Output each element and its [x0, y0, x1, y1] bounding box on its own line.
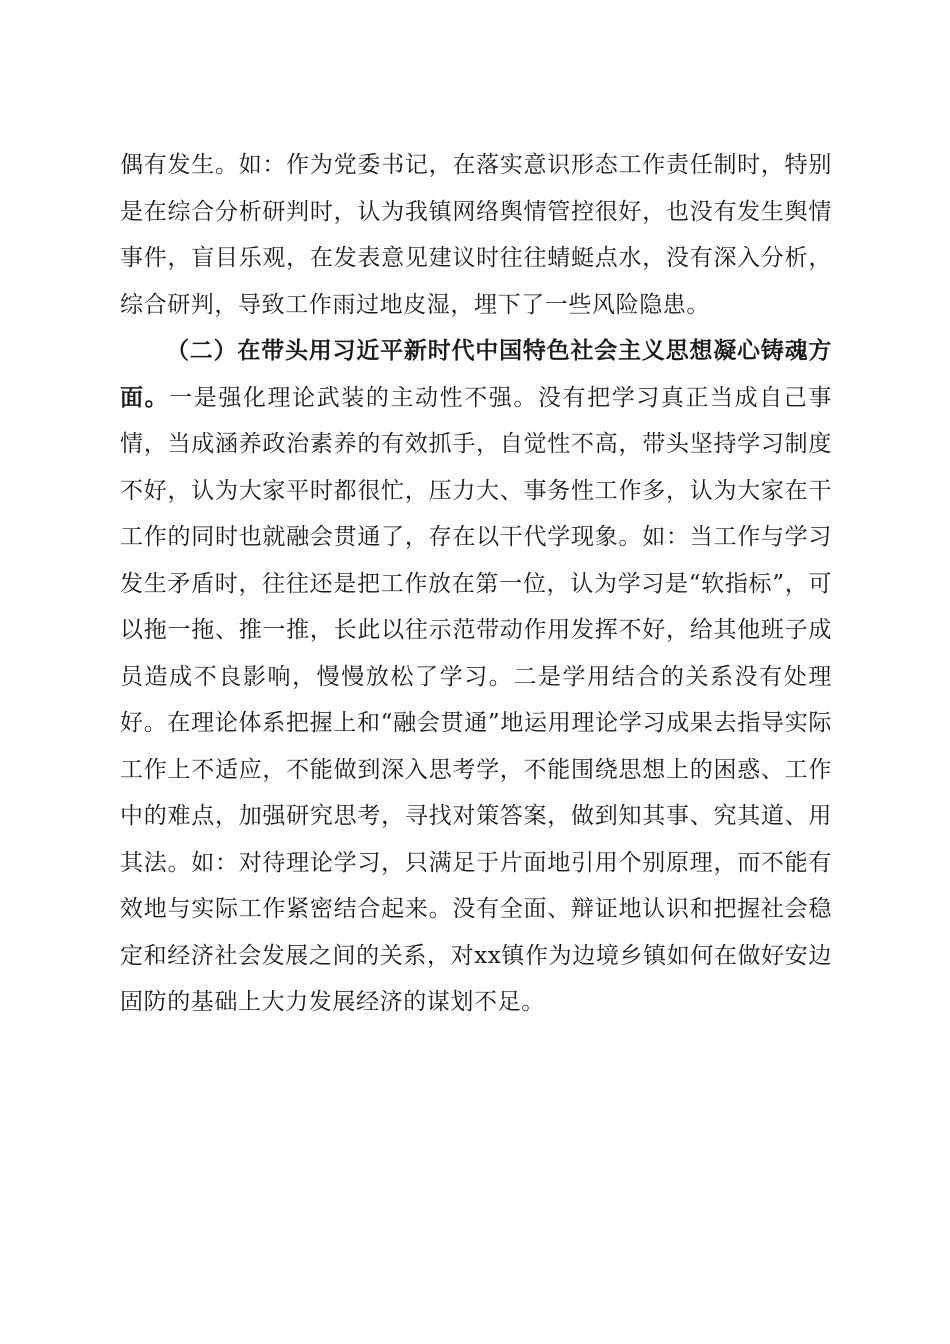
section-heading: （二）在带头用习近平新时代中国特色社会主义思想凝心铸魂方面。 — [120, 337, 832, 411]
paragraph-section-two — [120, 328, 832, 1026]
document-body — [120, 142, 832, 1026]
paragraph-continuation: 偶有发生。如：作为党委书记，在落实意识形态工作责任制时，特别是在综合分析研判时，认为我镇网络舆情管控很好，也没有发生舆情事件，盲目乐观，在发表意见建议时往往蜻蜓点水，没有深入分析，综合研判，导致工作雨过地皮湿，埋下了一些风险隐患。 — [120, 152, 832, 318]
section-body: 一是强化理论武装的主动性不强。没有把学习真正当成自己事情，当成涵养政治素养的有效抓手，自觉性不高，带头坚持学习制度不好，认为大家平时都很忙，压力大、事务性工作多，认为大家在干工作的同时也就融会贯通了，存在以干代学现象。如：当工作与学习发生矛盾时，往往还是把工作放在第一位，认为学习是“软指标”，可以拖一拖、推一推，长此以往示范带动作用发挥不好，给其他班子成员造成不良影响，慢慢放松了学习。二是学用结合的关系没有处理好。在理论体系把握上和“融会贯通”地运用理论学习成果去指导实际工作上不适应，不能做到深入思考学，不能围绕思想上的困惑、工作中的难点，加强研究思考，寻找对策答案，做到知其事、究其道、用其法。如：对待理论学习，只满足于片面地引用个别原理，而不能有效地与实际工作紧密结合起来。没有全面、辩证地认识和把握社会稳定和经济社会发展之间的关系，对xx镇作为边境乡镇如何在做好安边固防的基础上大力发展经济的谋划不足。 — [120, 384, 832, 1015]
